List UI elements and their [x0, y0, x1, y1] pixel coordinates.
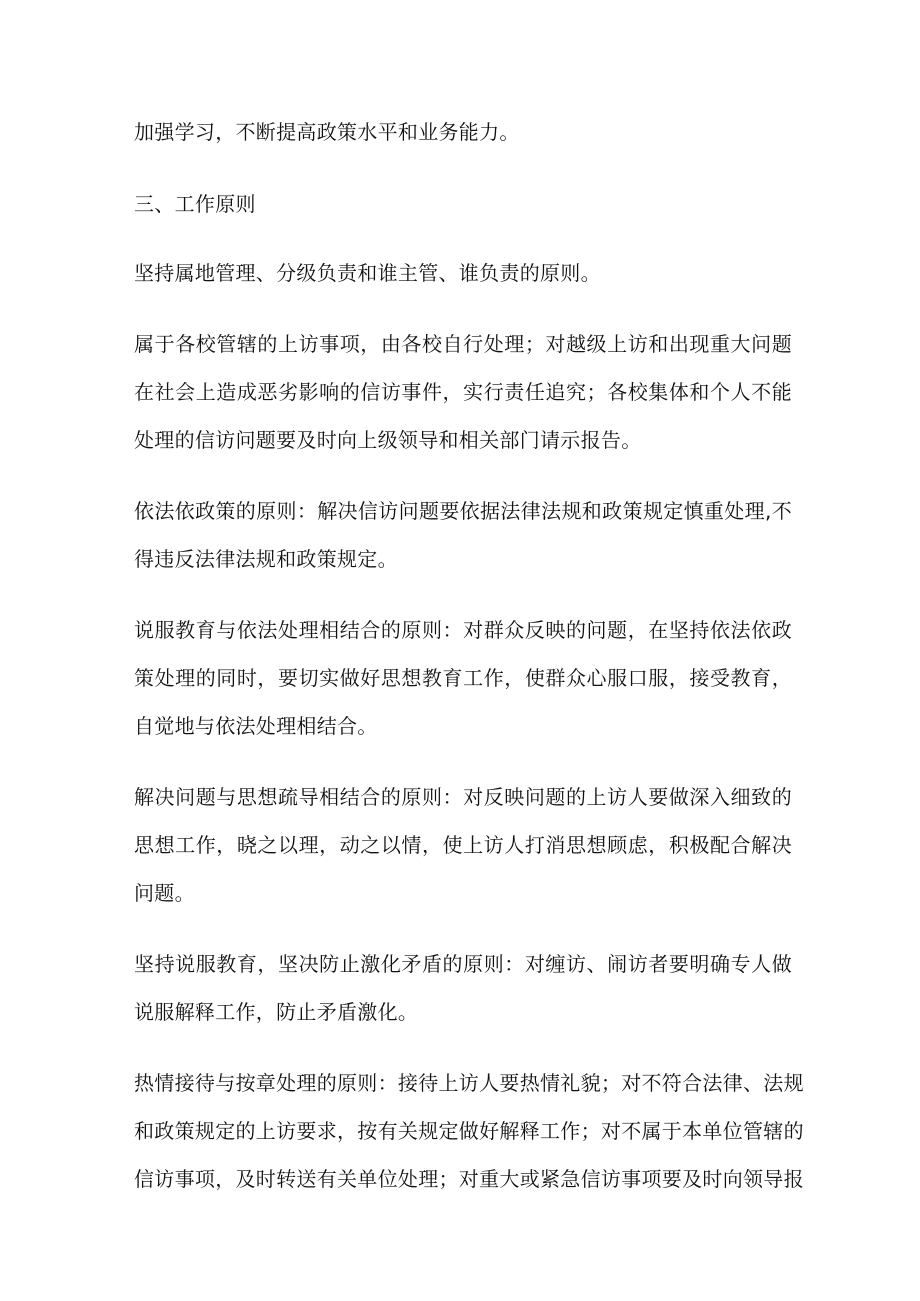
text-line: 处理的信访问题要及时向上级领导和相关部门请示报告。: [134, 428, 642, 452]
text-line: 解决问题与思想疏导相结合的原则：对反映问题的上访人要做深入细致的: [134, 785, 792, 809]
text-line: 信访事项，及时转送有关单位处理；对重大或紧急信访事项要及时向领导报: [134, 1167, 804, 1191]
section-heading: 三、工作原则: [134, 192, 256, 216]
text-line: 得违反法律法规和政策规定。: [134, 547, 398, 571]
text-line: 在社会上造成恶劣影响的信访事件，实行责任追究；各校集体和个人不能: [134, 380, 792, 404]
text-line: 问题。: [134, 881, 195, 905]
text-line: 属于各校管辖的上访事项，由各校自行处理；对越级上访和出现重大问题: [134, 332, 792, 356]
text-line: 坚持说服教育，坚决防止激化矛盾的原则：对缠访、闹访者要明确专人做: [134, 952, 792, 976]
text-line: 坚持属地管理、分级负责和谁主管、谁负责的原则。: [134, 261, 601, 285]
text-line: 说服教育与依法处理相结合的原则：对群众反映的问题，在坚持依法依政: [134, 618, 792, 642]
text-line: 思想工作，晓之以理，动之以情，使上访人打消思想顾虑，积极配合解决: [134, 833, 792, 857]
text-line: 依法依政策的原则：解决信访问题要依据法律法规和政策规定慎重处理,不: [134, 499, 792, 523]
text-line: 自觉地与依法处理相结合。: [134, 714, 378, 738]
text-line: 加强学习，不断提高政策水平和业务能力。: [134, 120, 520, 144]
text-line: 策处理的同时，要切实做好思想教育工作，使群众心服口服，接受教育，: [134, 666, 792, 690]
text-line: 热情接待与按章处理的原则：接待上访人要热情礼貌；对不符合法律、法规: [134, 1071, 804, 1095]
text-line: 说服解释工作，防止矛盾激化。: [134, 1000, 419, 1024]
text-line: 和政策规定的上访要求，按有关规定做好解释工作；对不属于本单位管辖的: [134, 1119, 804, 1143]
